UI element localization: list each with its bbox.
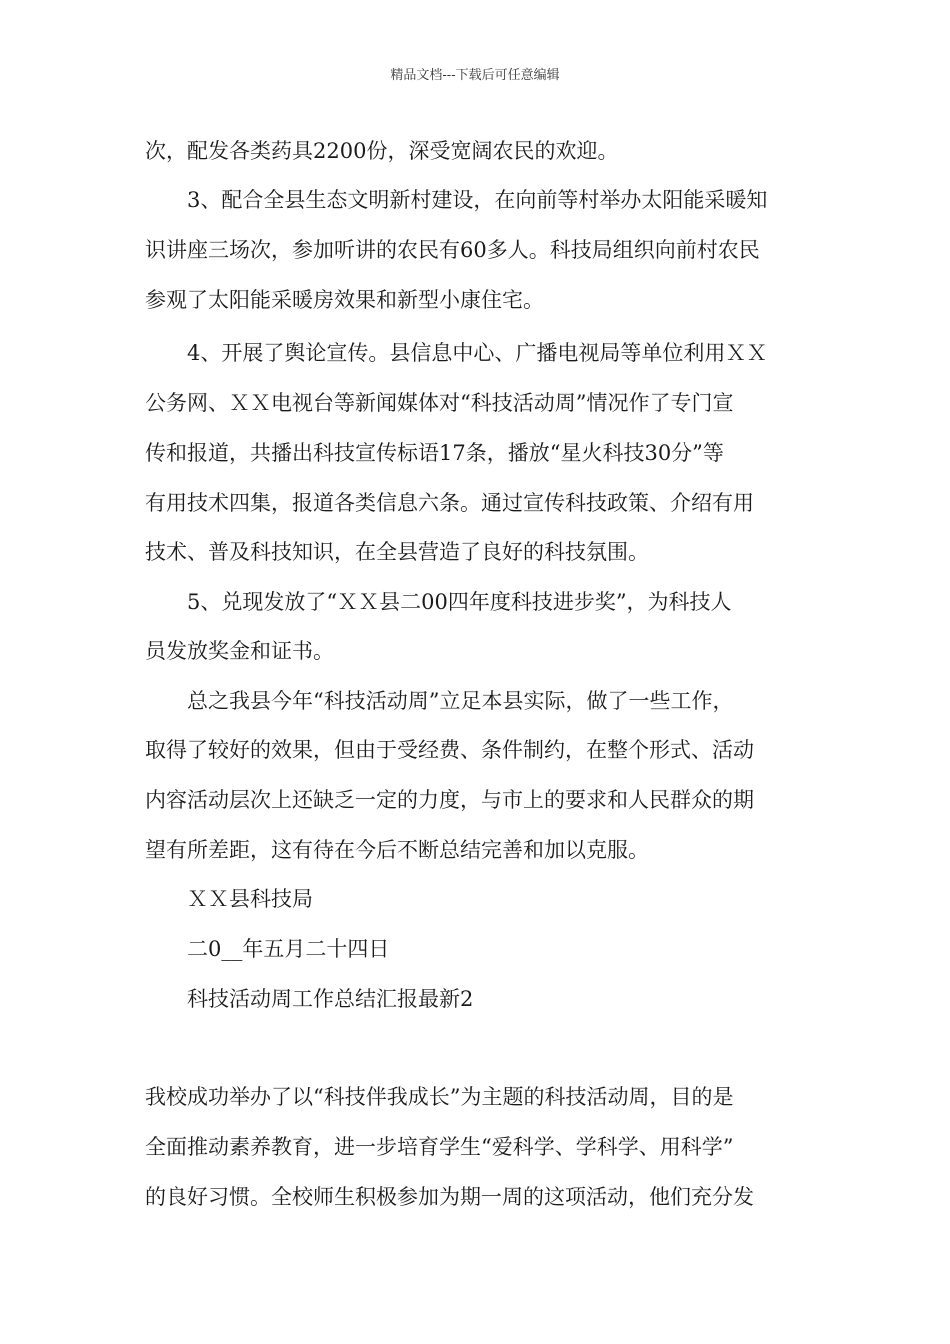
text-line: 公务网、ＸＸ电视台等新闻媒体对“科技活动周”情况作了专门宣: [145, 391, 734, 415]
text-line: 总之我县今年“科技活动周”立足本县实际，做了一些工作，: [145, 689, 734, 713]
text-line: 我校成功举办了以“科技伴我成长”为主题的科技活动周，目的是: [145, 1085, 734, 1109]
text-line: 传和报道，共播出科技宣传标语17条，播放“星火科技30分”等: [145, 441, 724, 465]
text-line: 5、兑现发放了“ＸＸ县二00四年度科技进步奖”，为科技人: [145, 590, 732, 614]
text-line: 有用技术四集，报道各类信息六条。通过宣传科技政策、介绍有用: [145, 491, 754, 515]
text-line: 技术、普及科技知识，在全县营造了良好的科技氛围。: [145, 540, 649, 564]
text-line: 取得了较好的效果，但由于受经费、条件制约，在整个形式、活动: [145, 738, 754, 762]
text-line: 全面推动素养教育，进一步培育学生“爱科学、学科学、用科学”: [145, 1135, 734, 1159]
text-line: 次，配发各类药具2200份，深受宽阔农民的欢迎。: [145, 139, 619, 163]
text-line: 4、开展了舆论宣传。县信息中心、广播电视局等单位利用ＸＸ: [145, 341, 768, 365]
text-line: 内容活动层次上还缺乏一定的力度，与市上的要求和人民群众的期: [145, 788, 754, 812]
text-line: 望有所差距，这有待在今后不断总结完善和加以克服。: [145, 838, 649, 862]
section-title: 科技活动周工作总结汇报最新2: [145, 987, 474, 1011]
text-line: 3、配合全县生态文明新村建设，在向前等村举办太阳能采暖知: [145, 188, 768, 212]
page-header: 精品文档---下载后可任意编辑: [390, 68, 560, 83]
text-line: 识讲座三场次，参加听讲的农民有60多人。科技局组织向前村农民: [145, 238, 760, 262]
text-line: 参观了太阳能采暖房效果和新型小康住宅。: [145, 288, 544, 312]
text-line: 员发放奖金和证书。: [145, 639, 334, 663]
text-line: 的良好习惯。全校师生积极参加为期一周的这项活动，他们充分发: [145, 1185, 754, 1209]
signature-org: ＸＸ县科技局: [145, 887, 313, 911]
signature-date: 二0__年五月二十四日: [145, 937, 390, 961]
